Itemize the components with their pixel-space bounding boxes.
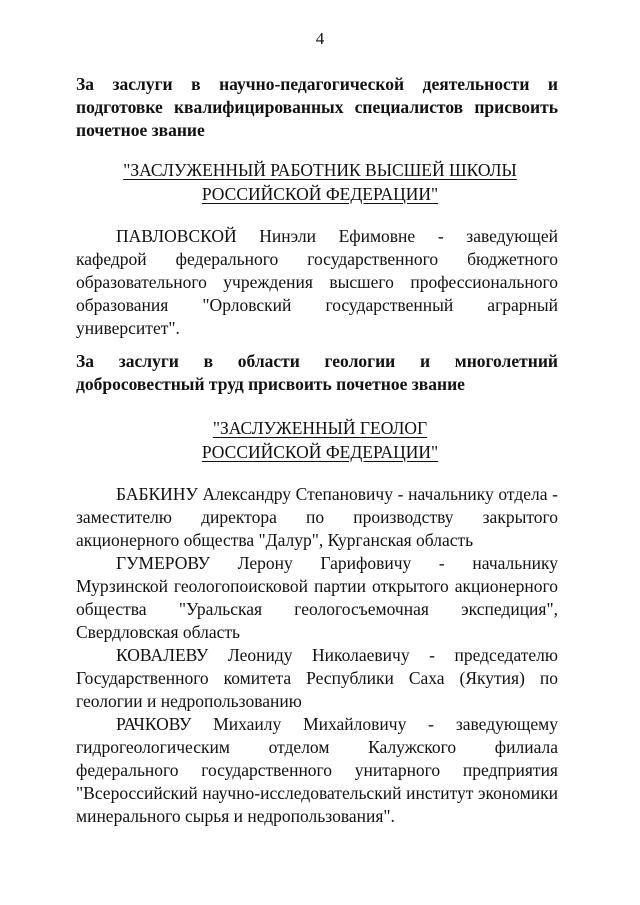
section1-title-line-2: РОССИЙСКОЙ ФЕДЕРАЦИИ": [201, 184, 439, 204]
section2-entry-2: ГУМЕРОВУ Лерону Гарифовичу - начальнику Мурзинской геологопоисковой партии открытого акционерного общества "Уральская геологосъемочная экспедиция", Свердловская область: [76, 553, 558, 642]
section2-intro-line-2: добросовестный труд присвоить почетное звание: [76, 374, 465, 394]
section1-intro-line-3: почетное звание: [76, 120, 205, 140]
section2-entry-4: РАЧКОВУ Михаилу Михайловичу - заведующему гидрогеологическим отделом Калужского филиала федерального государственного унитарного предприятия "Всероссийский научно-исследовательский институт экономики минерального сырья и недропользования".: [76, 714, 558, 826]
section2-entry-1: БАБКИНУ Александру Степановичу - начальнику отдела - заместителю директора по производству закрытого акционерного общества "Далур", Курганская область: [76, 484, 558, 550]
section1-title: [0, 158, 640, 206]
section1-intro-line-2: подготовке квалифицированных специалистов присвоить: [76, 97, 558, 117]
section2-entries: [76, 483, 558, 828]
section2-title: [0, 416, 640, 464]
section2-title-line-1: "ЗАСЛУЖЕННЫЙ ГЕОЛОГ: [212, 418, 428, 438]
section2-title-line-2: РОССИЙСКОЙ ФЕДЕРАЦИИ": [201, 442, 439, 462]
section2-intro: [76, 350, 558, 396]
section1-intro-line-1: За заслуги в научно-педагогической деятельности и: [76, 74, 558, 94]
section1-entry: ПАВЛОВСКОЙ Нинэли Ефимовне - заведующей кафедрой федерального государственного бюджетного образовательного учреждения высшего профессионального образования "Орловский государственный аграрный университет".: [76, 226, 558, 338]
section1-intro: [76, 73, 558, 142]
page-number: 4: [315, 29, 325, 48]
section2-intro-line-1: За заслуги в области геологии и многолетний: [76, 351, 558, 371]
section1-title-line-1: "ЗАСЛУЖЕННЫЙ РАБОТНИК ВЫСШЕЙ ШКОЛЫ: [123, 160, 517, 180]
section2-entry-3: КОВАЛЕВУ Леониду Николаевичу - председателю Государственного комитета Республики Саха (Якутия) по геологии и недропользованию: [76, 645, 558, 711]
section1-entries: [76, 225, 558, 340]
